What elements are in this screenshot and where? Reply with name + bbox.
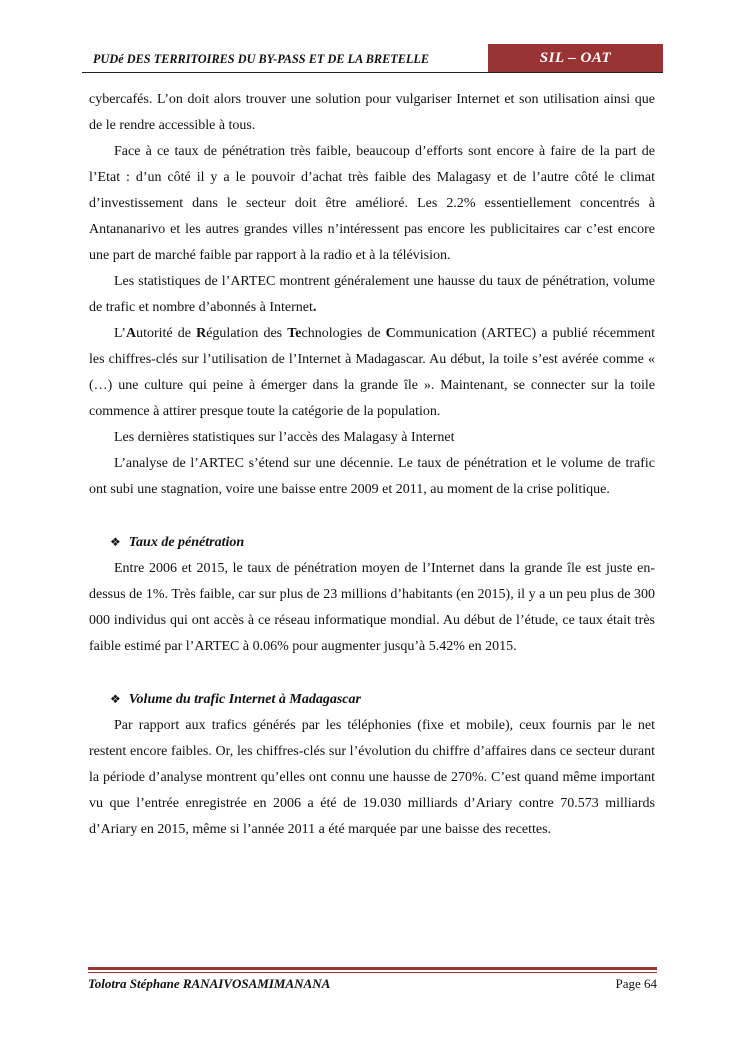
header-rule: [82, 72, 663, 73]
page-number: Page 64: [615, 976, 657, 991]
footer-author: Tolotra Stéphane RANAIVOSAMIMANANA: [88, 976, 331, 991]
paragraph-6: L’analyse de l’ARTEC s’étend sur une décennie. Le taux de pénétration et le volume de trafic ont subi une stagnation, voire une baisse entre 2009 et 2011, au moment de la crise politique.: [89, 456, 655, 497]
p4-text-c: ommunication (ARTEC) a publié récemment les chiffres-clés sur l’utilisation de l’Internet à Madagascar. Au début, la toile s’est avérée comme « (…) une culture qui peine à émerger dans la grande île ». Maintenant, se connecter sur la toile commence à attirer presque toute la catégorie de la population.: [89, 326, 655, 419]
p4-text-r: égulation des: [206, 326, 288, 341]
p4-intro: L’: [114, 326, 126, 341]
header-badge: SIL – OAT: [488, 44, 663, 72]
footer-rule-thick: [88, 967, 657, 970]
p4-text-te: chnologies de: [301, 326, 386, 341]
paragraph-3: [89, 269, 655, 321]
header-title: PUDé DES TERRITOIRES DU BY-PASS ET DE LA BRETELLE: [93, 52, 430, 66]
heading-text: Volume du trafic Internet à Madagascar: [128, 692, 361, 707]
footer-rule-thin: [88, 972, 657, 973]
paragraph-8: Par rapport aux trafics générés par les téléphonies (fixe et mobile), ceux fournis par le net restent encore faibles. Or, les chiffres-clés sur l’évolution du chiffre d’affaires dans ce secteur durant la période d’analyse montrent qu’elles ont connu une hausse de 270%. C’est quand même important vu que l’entrée enregistrée en 2006 a été de 19.030 milliards d’Ariary contre 70.573 milliards d’Ariary en 2015, même si l’année 2011 a été marquée par une baisse des recettes.: [89, 718, 655, 837]
paragraph-2: Face à ce taux de pénétration très faible, beaucoup d’efforts sont encore à faire de la part de l’Etat : d’un côté il y a le pouvoir d’achat très faible des Malagasy et de l’autre côté le climat d’investissement dans le secteur doit être amélioré. Les 2.2% essentiellement concentrés à Antananarivo et les autres grandes villes n’intéressent pas encore les publicitaires car c’est encore une part de marché faible par rapport à la radio et à la télévision.: [89, 144, 655, 263]
diamond-bullet-icon: ❖: [110, 535, 121, 549]
p4-bold-te: Te: [287, 326, 302, 341]
document-body: [89, 87, 655, 843]
paragraph-7: Entre 2006 et 2015, le taux de pénétration moyen de l’Internet dans la grande île est juste en-dessus de 1%. Très faible, car sur plus de 23 millions d’habitants (en 2015), il y a un peu plus de 300 000 individus qui ont accès à ce réseau informatique mondial. Au début de l’étude, ce taux était très faible estimé par l’ARTEC à 0.06% pour augmenter jusqu’à 5.42% en 2015.: [89, 561, 655, 654]
paragraph-5: Les dernières statistiques sur l’accès des Malagasy à Internet: [114, 430, 455, 445]
spacer: [89, 660, 655, 686]
spacer: [89, 503, 655, 529]
paragraph-3-end: .: [312, 300, 317, 315]
section-heading-traffic: [89, 686, 655, 713]
paragraph-1: cybercafés. L’on doit alors trouver une solution pour vulgariser Internet et son utilisation ainsi que de le rendre accessible à tous.: [89, 92, 655, 133]
p4-bold-c: C: [385, 326, 396, 341]
paragraph-4: [89, 321, 655, 425]
section-heading-penetration: [89, 529, 655, 556]
heading-text: Taux de pénétration: [128, 535, 245, 550]
p4-bold-a: A: [125, 326, 137, 341]
p4-text-a: utorité de: [136, 326, 197, 341]
paragraph-3-text: Les statistiques de l’ARTEC montrent généralement une hausse du taux de pénétration, volume de trafic et nombre d’abonnés à Internet: [89, 274, 655, 315]
p4-bold-r: R: [196, 326, 207, 341]
diamond-bullet-icon: ❖: [110, 692, 121, 706]
